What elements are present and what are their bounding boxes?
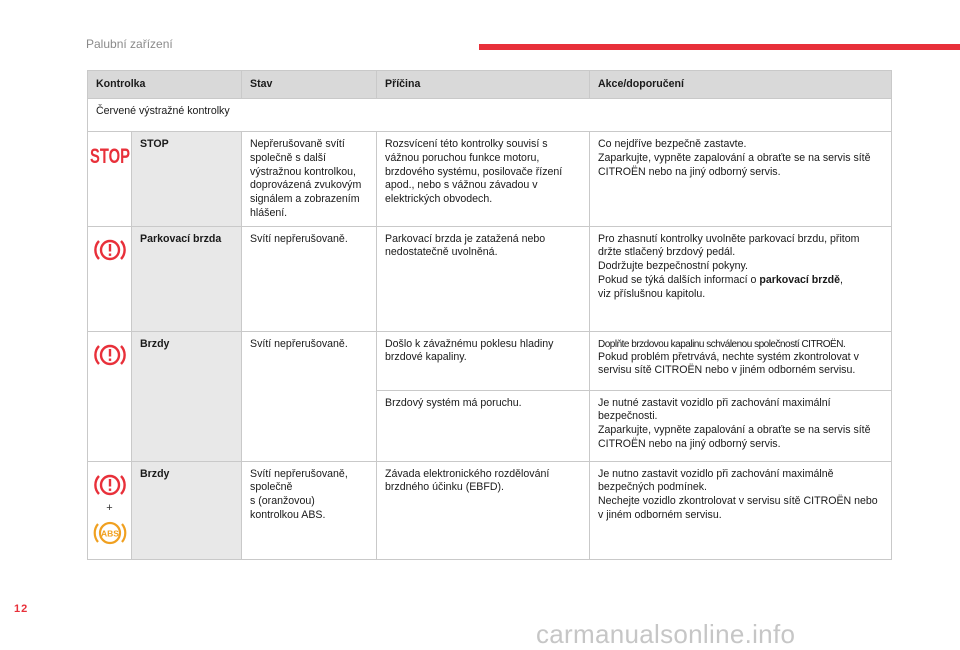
icon-cell [88,132,132,227]
stop-warning-icon [88,139,132,169]
warning-cause: Závada elektronického rozdělování brzdného účinku (EBFD). [377,461,590,559]
warning-action [590,226,892,331]
stop-icon-text: STOP [90,145,130,168]
table-header-row [88,71,892,99]
warning-action [590,331,892,390]
watermark: carmanualsonline.info [536,619,796,649]
warning-cause: Parkovací brzda je zatažená nebo nedostatečně uvolněná. [377,226,590,331]
header-accent-bar [479,44,960,50]
warning-state: Svítí nepřerušovaně. [242,226,377,331]
warning-lights-table [87,70,892,560]
table-row [88,226,892,331]
icon-cell [88,226,132,331]
action-text: Pro zhasnutí kontrolky uvolněte parkovací brzdu, přitom držte stlačený brzdový pedál. Dodržujte bezpečnostní pokyny. Pokud se týká dalších informací o [598,232,860,286]
page-number: 12 [14,603,29,615]
column-header-pricina: Příčina [377,71,590,99]
column-header-akce: Akce/doporučení [590,71,892,99]
column-header-kontrolka: Kontrolka [88,71,242,99]
action-text: Pokud problém přetrvává, nechte systém zkontrolovat v servisu sítě CITROËN nebo v jiném odborném servisu. [598,350,859,377]
table-row [88,132,892,227]
table-row [88,331,892,390]
icon-cell [88,331,132,461]
icon-cell [88,461,132,559]
warning-cause: Došlo k závažnému poklesu hladiny brzdové kapaliny. [377,331,590,390]
parking-brake-warning-icon [93,235,127,265]
abs-warning-icon [93,518,127,548]
warning-action: Co nejdříve bezpečně zastavte. Zaparkujte, vypněte zapalování a obraťte se na servis sítě CITROËN nebo na jiný odborný servis. [590,132,892,227]
brake-warning-icon [93,470,127,500]
brake-warning-icon [93,340,127,370]
warning-name: Parkovací brzda [132,226,242,331]
warning-state: Svítí nepřerušovaně, společně s (oranžovou) kontrolkou ABS. [242,461,377,559]
warning-name: STOP [132,132,242,227]
warning-action: Je nutno zastavit vozidlo při zachování maximálně bezpečných podmínek. Nechejte vozidlo zkontrolovat v servisu sítě CITROËN nebo v jiném odborném servisu. [590,461,892,559]
section-row [88,99,892,132]
abs-icon-text: ABS [100,528,119,539]
warning-state: Nepřerušovaně svítí společně s další výstražnou kontrolkou, doprovázená zvukovým signálem a zobrazením hlášení. [242,132,377,227]
table-row [88,461,892,559]
warning-cause: Brzdový systém má poruchu. [377,390,590,461]
page-header-title: Palubní zařízení [86,37,173,51]
warning-action: Je nutné zastavit vozidlo při zachování maximální bezpečnosti. Zaparkujte, vypněte zapalování a obraťte se na servis sítě CITROËN nebo na jiný odborný servis. [590,390,892,461]
action-bold-text: parkovací brzdě [759,273,841,286]
section-title: Červené výstražné kontrolky [88,99,892,132]
warning-state: Svítí nepřerušovaně. [242,331,377,461]
warning-cause: Rozsvícení této kontrolky souvisí s vážnou poruchou funkce motoru, brzdového systému, posilovače řízení apod., nebo s vážnou závadou v elektrických obvodech. [377,132,590,227]
warning-name: Brzdy [132,331,242,461]
action-text-end: , viz příslušnou kapitolu. [598,273,843,300]
warning-name: Brzdy [132,461,242,559]
plus-sign: + [106,501,113,514]
action-condensed-text: Doplňte brzdovou kapalinu schválenou společností CITROËN. [598,338,846,350]
column-header-stav: Stav [242,71,377,99]
